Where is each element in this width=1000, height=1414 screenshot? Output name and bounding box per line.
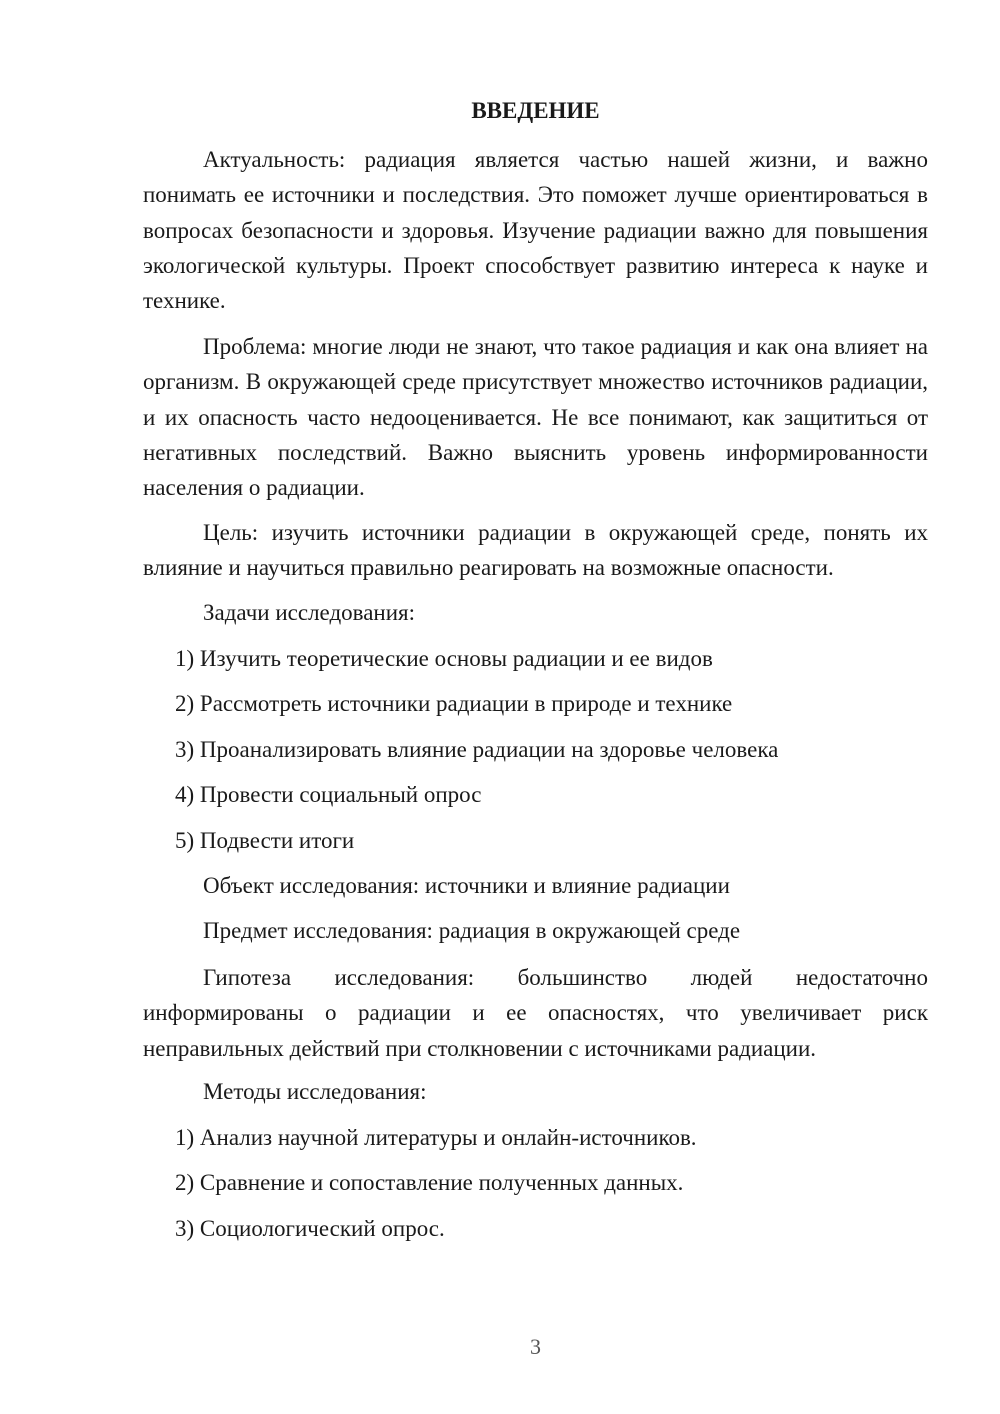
- problem-paragraph: Проблема: многие люди не знают, что такое радиация и как она влияет на организм. В окружающей среде присутствует множество источников радиации, и их опасность часто недооценивается. Не все понимают, как защититься от негативных последствий. Важно выяснить уровень информированности населения о радиации.: [143, 334, 928, 501]
- document-page: [143, 0, 928, 1414]
- tasks-heading: Задачи исследования:: [203, 600, 416, 625]
- object-line: Объект исследования: источники и влияние радиации: [203, 873, 730, 898]
- page-title: ВВЕДЕНИЕ: [471, 98, 600, 123]
- relevance-paragraph: Актуальность: радиация является частью нашей жизни, и важно понимать ее источники и последствия. Это поможет лучше ориентироваться в вопросах безопасности и здоровья. Изучение радиации важно для повышения экологической культуры. Проект способствует развитию интереса к науке и технике.: [143, 147, 928, 314]
- task-item: 3) Проанализировать влияние радиации на здоровье человека: [175, 737, 779, 762]
- task-item: 2) Рассмотреть источники радиации в природе и технике: [175, 691, 733, 716]
- method-item: 2) Сравнение и сопоставление полученных данных.: [175, 1170, 684, 1195]
- goal-paragraph: Цель: изучить источники радиации в окружающей среде, понять их влияние и научиться правильно реагировать на возможные опасности.: [143, 520, 928, 581]
- methods-heading: Методы исследования:: [203, 1079, 427, 1104]
- task-item: 1) Изучить теоретические основы радиации и ее видов: [175, 646, 713, 671]
- page-number: 3: [530, 1334, 541, 1359]
- task-item: 5) Подвести итоги: [175, 828, 355, 853]
- method-item: 1) Анализ научной литературы и онлайн-источников.: [175, 1125, 697, 1150]
- method-item: 3) Социологический опрос.: [175, 1216, 445, 1241]
- hypothesis-paragraph: Гипотеза исследования: большинство людей недостаточно информированы о радиации и ее опасностях, что увеличивает риск неправильных действий при столкновении с источниками радиации.: [143, 965, 928, 1061]
- subject-line: Предмет исследования: радиация в окружающей среде: [203, 918, 741, 943]
- task-item: 4) Провести социальный опрос: [175, 782, 482, 807]
